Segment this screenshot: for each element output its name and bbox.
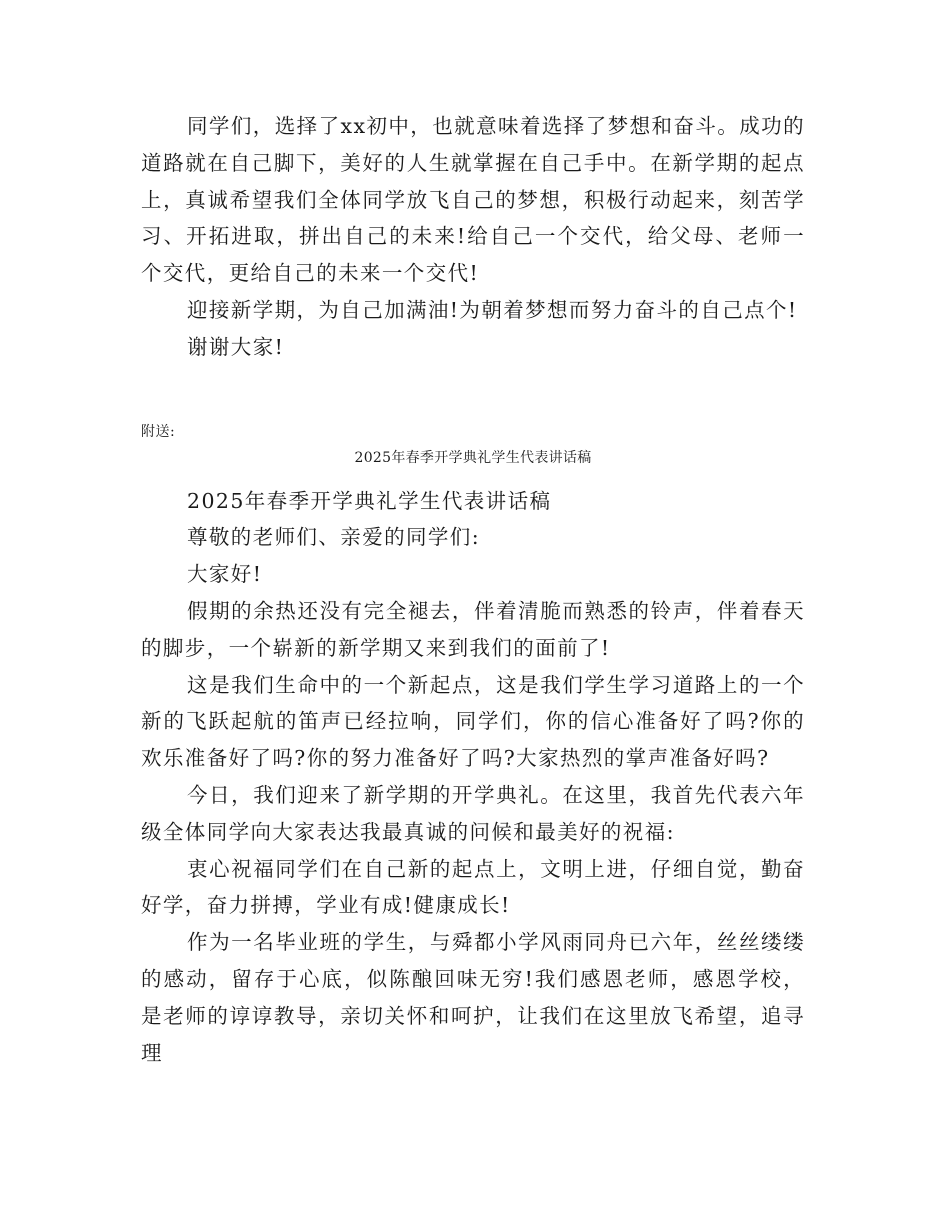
paragraph: 谢谢大家!: [187, 334, 285, 359]
document-body: [141, 108, 805, 1071]
paragraph: 大家好!: [187, 562, 263, 587]
paragraph: 作为一名毕业班的学生，与舜都小学风雨同舟已六年，丝丝缕缕的感动，留存于心底，似陈酿回味无穷!我们感恩老师，感恩学校，是老师的谆谆教导，亲切关怀和呵护，让我们在这里放飞希望，追寻理: [141, 930, 805, 1065]
speech-closing-section: [141, 108, 805, 366]
paragraph: 迎接新学期，为自己加满油!为朝着梦想而努力奋斗的自己点个!: [187, 297, 798, 322]
paragraph: 今日，我们迎来了新学期的开学典礼。在这里，我首先代表六年级全体同学向大家表达我最真诚的问候和最美好的祝福:: [141, 782, 805, 844]
appendix-title: 2025年春季开学典礼学生代表讲话稿: [354, 449, 592, 466]
paragraph: 同学们，选择了xx初中，也就意味着选择了梦想和奋斗。成功的道路就在自己脚下，美好的人生就掌握在自己手中。在新学期的起点上，真诚希望我们全体同学放飞自己的梦想，积极行动起来，刻苦学习、开拓进取，拼出自己的未来!给自己一个交代，给父母、老师一个交代，更给自己的未来一个交代!: [141, 114, 805, 286]
appendix-speech-section: [141, 483, 805, 1072]
paragraph: 2025年春季开学典礼学生代表讲话稿: [187, 488, 552, 513]
paragraph: 衷心祝福同学们在自己新的起点上，文明上进，仔细自觉，勤奋好学，奋力拼搏，学业有成!健康成长!: [141, 856, 805, 918]
paragraph: 这是我们生命中的一个新起点，这是我们学生学习道路上的一个新的飞跃起航的笛声已经拉响，同学们，你的信心准备好了吗?你的欢乐准备好了吗?你的努力准备好了吗?大家热烈的掌声准备好吗?: [141, 672, 805, 771]
paragraph: 尊敬的老师们、亲爱的同学们:: [187, 525, 481, 550]
appendix-label: 附送:: [141, 423, 176, 440]
paragraph: 假期的余热还没有完全褪去，伴着清脆而熟悉的铃声，伴着春天的脚步，一个崭新的新学期又来到我们的面前了!: [141, 598, 805, 660]
